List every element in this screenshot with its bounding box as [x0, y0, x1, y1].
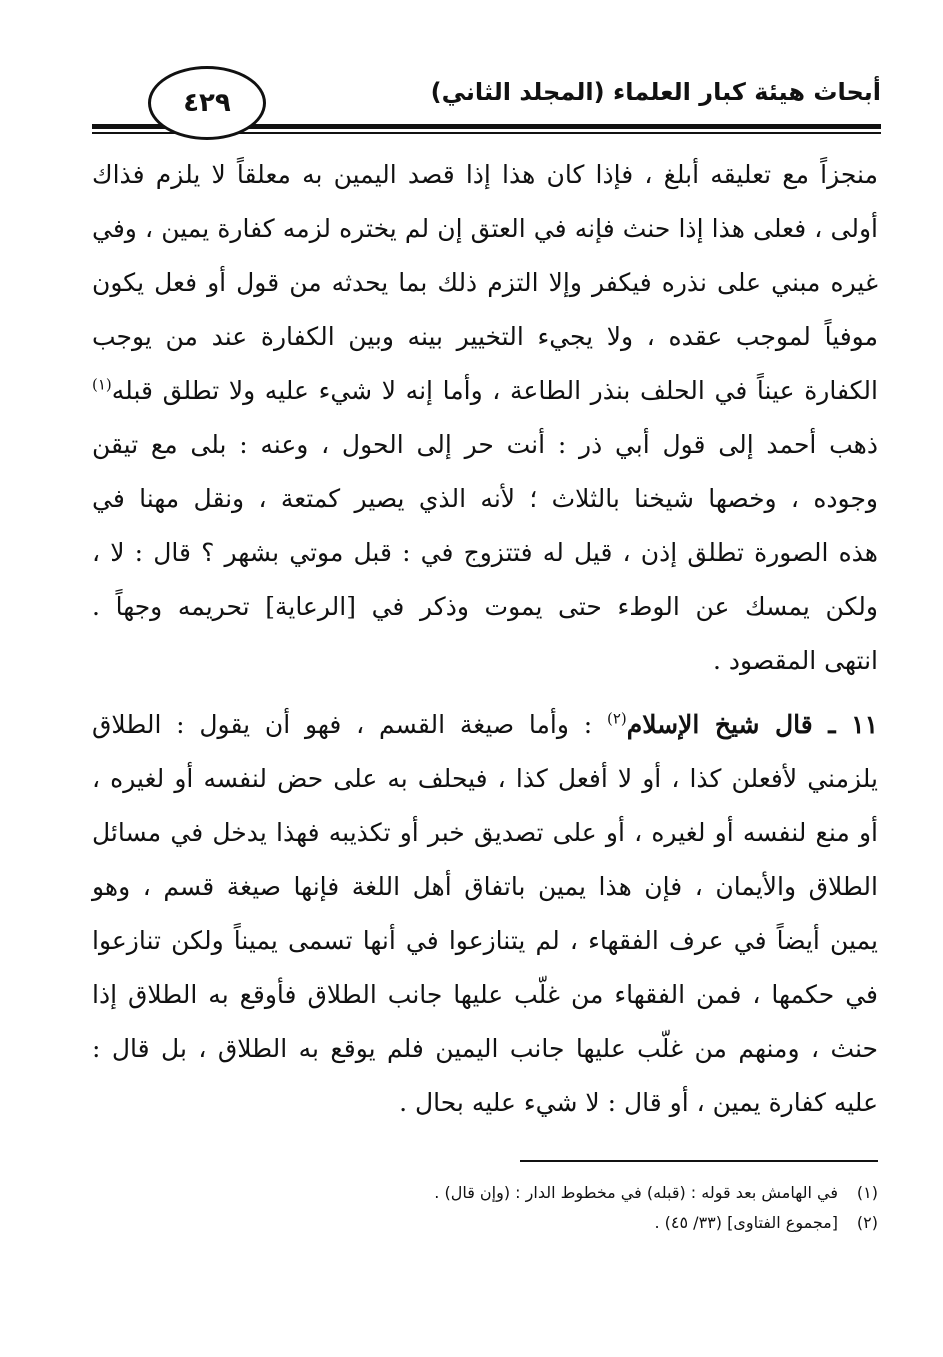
- text-run: : وأما صيغة القسم ، فهو أن يقول : الطلاق: [92, 710, 607, 739]
- footnote-ref-2: (٢): [606, 709, 627, 728]
- text-line: [92, 698, 878, 752]
- page-number: ٤٢٩: [148, 66, 266, 140]
- footnote-number: (٢): [856, 1213, 878, 1232]
- footnote-text: في الهامش بعد قوله : (قبله) في مخطوط الدار : (وإن قال) .: [434, 1183, 838, 1202]
- text-line: أولى ، فعلى هذا إذا حنث فإنه في العتق إن لم يختره لزمه كفارة يمين ، وفي: [92, 214, 878, 243]
- text-line: وجوده ، وخصها شيخنا بالثلاث ؛ لأنه الذي يصير كمتعة ، ونقل مهنا في: [92, 484, 878, 513]
- footnote-ref-1: (١): [92, 375, 112, 394]
- text-line: ولكن يمسك عن الوطء حتى يموت وذكر في [الرعاية] تحريمه وجهاً .: [92, 592, 878, 621]
- text-line: يمين أيضاً في عرف الفقهاء ، لم يتنازعوا في أنها تسمى يميناً ولكن تنازعوا: [92, 926, 878, 955]
- paragraph-gap: [92, 688, 878, 698]
- footnote-item: [92, 1208, 878, 1238]
- text-line: غيره مبني على نذره فيكفر وإلا التزم ذلك بما يحدثه من قول أو فعل يكون: [92, 268, 879, 297]
- section-lead: ١١ ـ قال شيخ الإسلام: [626, 710, 878, 739]
- text-line: عليه كفارة يمين ، أو قال : لا شيء عليه بحال .: [399, 1088, 878, 1117]
- text-line: انتهى المقصود .: [712, 646, 878, 675]
- footnote-separator: [520, 1160, 878, 1162]
- text-line: في حكمها ، فمن الفقهاء من غلّب عليها جانب الطلاق فأوقع به الطلاق إذا: [92, 980, 878, 1009]
- footnote-number: (١): [856, 1183, 878, 1202]
- text-line: ذهب أحمد إلى قول أبي ذر : أنت حر إلى الحول ، وعنه : بلى مع تيقن: [92, 430, 878, 459]
- text-line: أو منع لنفسه أو لغيره ، أو على تصديق خبر أو تكذيبه فهذا يدخل في مسائل: [92, 818, 878, 847]
- text-line: هذه الصورة تطلق إذن ، قيل له فتتزوج في : قبل موتي بشهر ؟ قال : لا ،: [92, 538, 878, 567]
- text-line: يلزمني لأفعلن كذا ، أو لا أفعل كذا ، فيحلف به على حض لنفسه أو لغيره ،: [92, 764, 878, 793]
- footnote-text: [مجموع الفتاوى] (٣٣/ ٤٥) .: [654, 1213, 838, 1232]
- footnote-item: [92, 1178, 878, 1208]
- text-line: حنث ، ومنهم من غلّب عليها جانب اليمين فلم يوقع به الطلاق ، بل قال :: [92, 1034, 878, 1063]
- running-title: أبحاث هيئة كبار العلماء (المجلد الثاني): [430, 78, 881, 106]
- footnotes: [92, 1178, 878, 1238]
- text-line: [92, 364, 878, 418]
- text-line: الطلاق والأيمان ، فإن هذا يمين باتفاق أهل اللغة فإنها صيغة قسم ، وهو: [92, 872, 878, 901]
- text-line: موفياً لموجب عقده ، ولا يجيء التخيير بينه وبين الكفارة عند من يوجب: [92, 322, 878, 351]
- main-text: [92, 148, 878, 1130]
- text-line: منجزاً مع تعليقه أبلغ ، فإذا كان هذا إذا قصد اليمين به معلقاً لا يلزم فذاك: [92, 160, 878, 189]
- text-run: الكفارة عيناً في الحلف بنذر الطاعة ، وأما إنه لا شيء عليه ولا تطلق قبله: [111, 376, 878, 405]
